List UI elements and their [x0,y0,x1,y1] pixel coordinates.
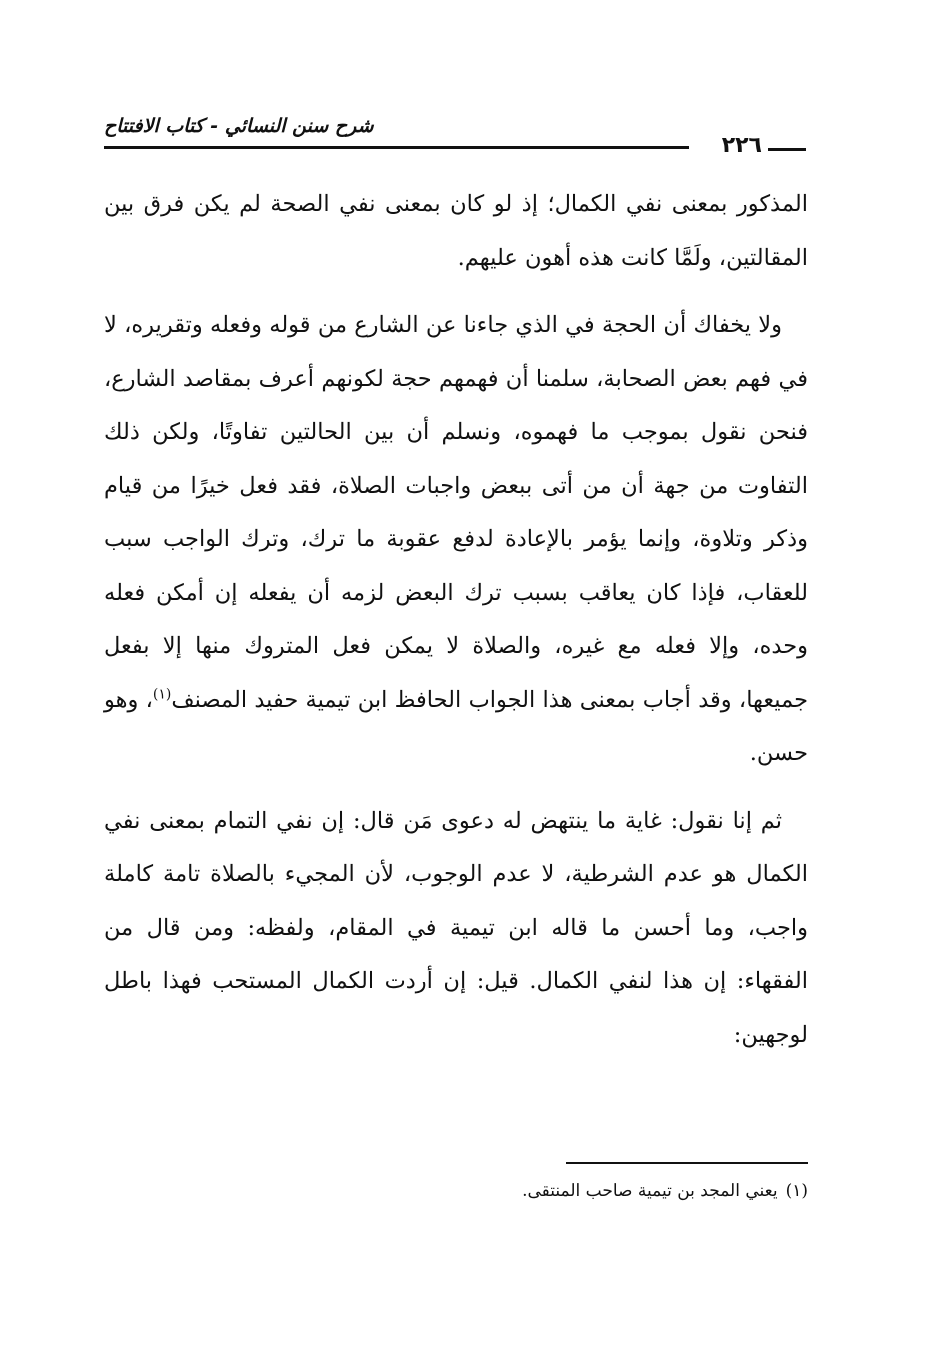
footnote-reference[interactable]: (١) [152,686,172,702]
running-header-title: شرح سنن النسائي - كتاب الافتتاح [104,115,374,137]
paragraph-text: ثم إنا نقول: غاية ما ينتهض له دعوى مَن قال: إن نفي التمام بمعنى نفي الكمال هو عدم الشرطية، لا عدم الوجوب، لأن المجيء بالصلاة تامة كاملة واجب، وما أحسن ما قاله ابن تيمية في المقام، ولفظه: ومن قال من الفقهاء: إن هذا لنفي الكمال. قيل: إن أردت الكمال المستحب فهذا باطل لوجهين: [104,807,808,1048]
header-rule [104,146,689,149]
paragraph-hujja [104,299,808,781]
paragraph-text: ولا يخفاك أن الحجة في الذي جاءنا عن الشارع من قوله وفعله وتقريره، لا في فهم بعض الصحابة، سلمنا أن فهمهم حجة لكونهم أعرف بمقاصد الشارع، فنحن نقول بموجب ما فهموه، ونسلم أن بين الحالتين تفاوتًا، ولكن ذلك التفاوت من جهة أن من أتى ببعض واجبات الصلاة، فقد فعل خيرًا من قيام وذكر وتلاوة، وإنما يؤمر بالإعادة لدفع عقوبة ما ترك، وترك الواجب سبب للعقاب، فإذا كان يعاقب بسبب ترك البعض لزمه أن يفعله إن أمكن فعله وحده، وإلا فعله مع غيره، والصلاة لا يمكن فعل المتروك منها إلا بفعل جميعها، وقد أجاب بمعنى هذا الجواب الحافظ ابن تيمية حفيد المصنف [104,312,809,713]
footnote-marker: (١) [785,1181,808,1201]
paragraph-text-tail: ، وهو حسن. [104,686,808,766]
paragraph-text: المذكور بمعنى نفي الكمال؛ إذ لو كان بمعنى نفي الصحة لم يكن فرق بين المقالتين، ولَمَّا كانت هذه أهون عليهم. [104,191,808,271]
page-number-dash [768,148,806,151]
footnote-text: يعني المجد بن تيمية صاحب المنتقى. [522,1181,778,1201]
running-header [104,112,806,178]
footnote-rule [566,1162,808,1164]
page-number: ٢٢٦ [721,133,762,158]
paragraph-thumma [104,795,808,1063]
body-text [104,178,808,1076]
paragraph-continuation [104,178,808,285]
footnote [248,1176,808,1206]
